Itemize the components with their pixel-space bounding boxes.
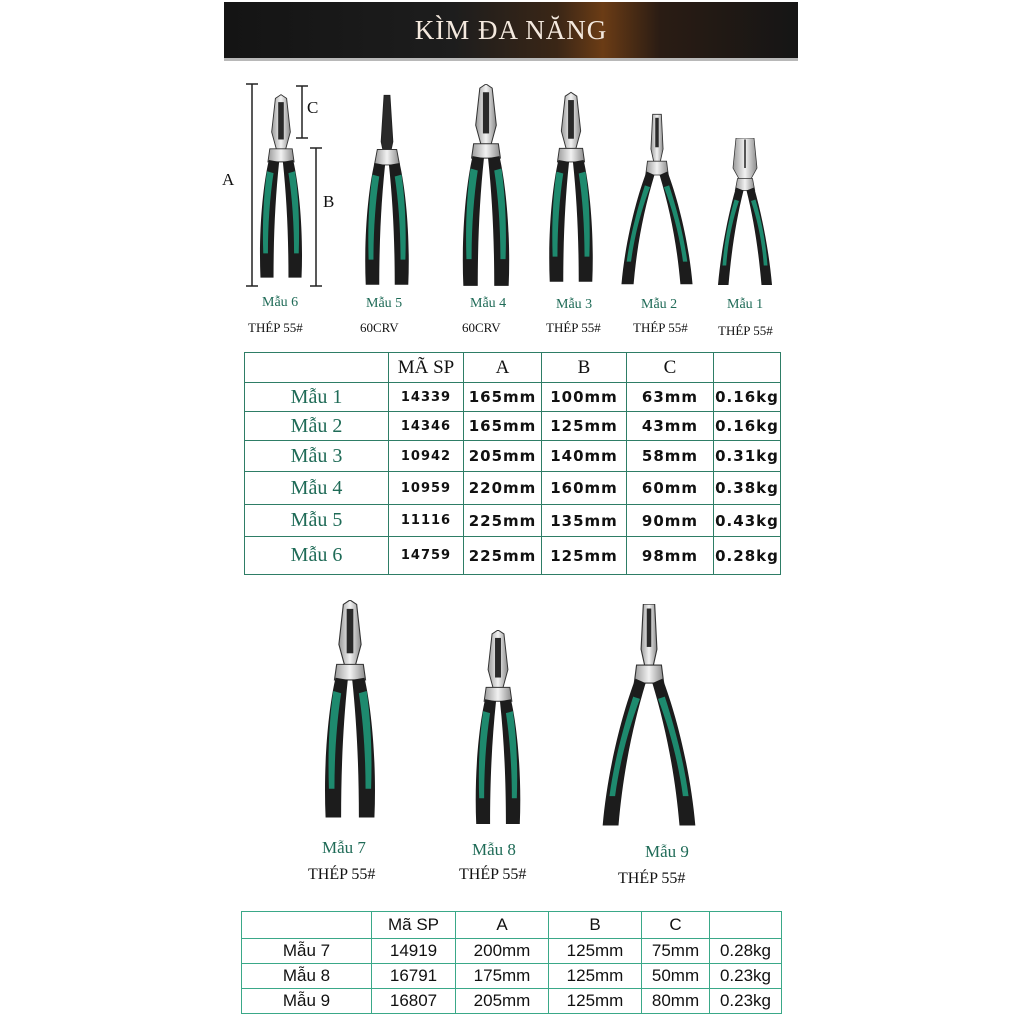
table-cell: Mẫu 2 xyxy=(245,412,389,441)
table-cell: Mẫu 1 xyxy=(245,383,389,412)
table-cell: 63mm xyxy=(627,383,714,412)
spec-table-2 xyxy=(241,911,782,1014)
table-header-cell: B xyxy=(542,353,627,383)
material-label: THÉP 55# xyxy=(459,866,527,883)
table-header-row xyxy=(242,912,782,939)
table-row xyxy=(245,441,781,472)
table-row xyxy=(245,383,781,412)
table-cell: Mẫu 8 xyxy=(242,964,372,989)
table-header-cell: C xyxy=(642,912,710,939)
table-row xyxy=(242,989,782,1014)
material-label: THÉP 55# xyxy=(633,320,688,335)
table-cell: 0.16kg xyxy=(714,412,781,441)
table-cell: 60mm xyxy=(627,472,714,505)
material-label: 60CRV xyxy=(462,320,501,335)
table-cell: 11116 xyxy=(389,505,464,537)
spec-table-1 xyxy=(244,352,781,575)
material-label: THÉP 55# xyxy=(718,323,773,338)
table-cell: 80mm xyxy=(642,989,710,1014)
table-cell: 225mm xyxy=(464,505,542,537)
model-label: Mẫu 7 xyxy=(322,838,366,857)
table-cell: 75mm xyxy=(642,939,710,964)
pliers-image-mau-7 xyxy=(316,600,384,822)
pliers-image-mau-5 xyxy=(358,92,416,292)
table-cell: 90mm xyxy=(627,505,714,537)
table-header-cell: B xyxy=(549,912,642,939)
table-cell: 0.28kg xyxy=(710,939,782,964)
table-cell: 205mm xyxy=(464,441,542,472)
dimension-label-a: A xyxy=(222,170,235,189)
pliers-image-mau-1 xyxy=(708,138,782,288)
material-label: THÉP 55# xyxy=(308,866,376,883)
table-header-cell: C xyxy=(627,353,714,383)
table-cell: Mẫu 4 xyxy=(245,472,389,505)
table-cell: 0.16kg xyxy=(714,383,781,412)
table-cell: 0.38kg xyxy=(714,472,781,505)
model-label: Mẫu 6 xyxy=(262,295,299,310)
dimension-label-c: C xyxy=(307,98,319,117)
title-banner xyxy=(224,2,798,61)
table-cell: 125mm xyxy=(549,964,642,989)
table-header-row xyxy=(245,353,781,383)
table-cell: 220mm xyxy=(464,472,542,505)
table-cell: 165mm xyxy=(464,383,542,412)
pliers-image-mau-9 xyxy=(584,604,714,830)
table-cell: 125mm xyxy=(542,537,627,575)
table-cell: Mẫu 5 xyxy=(245,505,389,537)
table-row xyxy=(245,412,781,441)
table-cell: 14919 xyxy=(372,939,456,964)
table-cell: 225mm xyxy=(464,537,542,575)
pliers-image-mau-6 xyxy=(253,88,309,288)
table-header-cell: A xyxy=(464,353,542,383)
table-cell: Mẫu 9 xyxy=(242,989,372,1014)
table-cell: Mẫu 3 xyxy=(245,441,389,472)
table-cell: 58mm xyxy=(627,441,714,472)
model-label: Mẫu 8 xyxy=(472,840,516,859)
table-row xyxy=(245,537,781,575)
table-cell: 0.23kg xyxy=(710,964,782,989)
material-label: THÉP 55# xyxy=(546,320,601,335)
table-cell: 43mm xyxy=(627,412,714,441)
material-label: THÉP 55# xyxy=(248,320,303,335)
model-label: Mẫu 2 xyxy=(641,297,678,312)
pliers-image-mau-8 xyxy=(468,630,528,828)
table-header-cell: Mã SP xyxy=(372,912,456,939)
table-row xyxy=(242,939,782,964)
table-cell: 14759 xyxy=(389,537,464,575)
table-cell: 0.43kg xyxy=(714,505,781,537)
table-cell: 50mm xyxy=(642,964,710,989)
table-cell: 125mm xyxy=(542,412,627,441)
table-header-cell xyxy=(242,912,372,939)
pliers-image-mau-3 xyxy=(542,90,600,288)
table-cell: 175mm xyxy=(456,964,549,989)
table-header-cell: MÃ SP xyxy=(389,353,464,383)
table-cell: 200mm xyxy=(456,939,549,964)
model-label: Mẫu 1 xyxy=(727,297,764,312)
table-cell: 16807 xyxy=(372,989,456,1014)
dimension-label-b: B xyxy=(323,192,335,211)
table-row xyxy=(245,505,781,537)
table-cell: Mẫu 6 xyxy=(245,537,389,575)
model-label: Mẫu 4 xyxy=(470,296,507,311)
table-cell: 205mm xyxy=(456,989,549,1014)
model-label: Mẫu 3 xyxy=(556,297,593,312)
table-cell: 0.23kg xyxy=(710,989,782,1014)
table-cell: 0.28kg xyxy=(714,537,781,575)
table-cell: 125mm xyxy=(549,989,642,1014)
pliers-image-mau-2 xyxy=(618,112,696,290)
table-cell: 14346 xyxy=(389,412,464,441)
table-cell: 125mm xyxy=(549,939,642,964)
table-cell: 16791 xyxy=(372,964,456,989)
material-label: 60CRV xyxy=(360,320,399,335)
table-cell: 0.31kg xyxy=(714,441,781,472)
table-cell: 135mm xyxy=(542,505,627,537)
table-cell: 140mm xyxy=(542,441,627,472)
model-label: Mẫu 5 xyxy=(366,296,403,311)
table-row xyxy=(245,472,781,505)
table-cell: 14339 xyxy=(389,383,464,412)
table-header-cell xyxy=(710,912,782,939)
table-cell: 100mm xyxy=(542,383,627,412)
model-label: Mẫu 9 xyxy=(645,842,689,861)
material-label: THÉP 55# xyxy=(618,870,686,887)
table-header-cell xyxy=(714,353,781,383)
table-cell: 98mm xyxy=(627,537,714,575)
table-header-cell: A xyxy=(456,912,549,939)
table-cell: 10959 xyxy=(389,472,464,505)
table-cell: Mẫu 7 xyxy=(242,939,372,964)
pliers-image-mau-4 xyxy=(454,84,518,290)
table-header-cell xyxy=(245,353,389,383)
table-cell: 160mm xyxy=(542,472,627,505)
table-row xyxy=(242,964,782,989)
page-title: KÌM ĐA NĂNG xyxy=(414,14,608,45)
table-cell: 165mm xyxy=(464,412,542,441)
table-cell: 10942 xyxy=(389,441,464,472)
